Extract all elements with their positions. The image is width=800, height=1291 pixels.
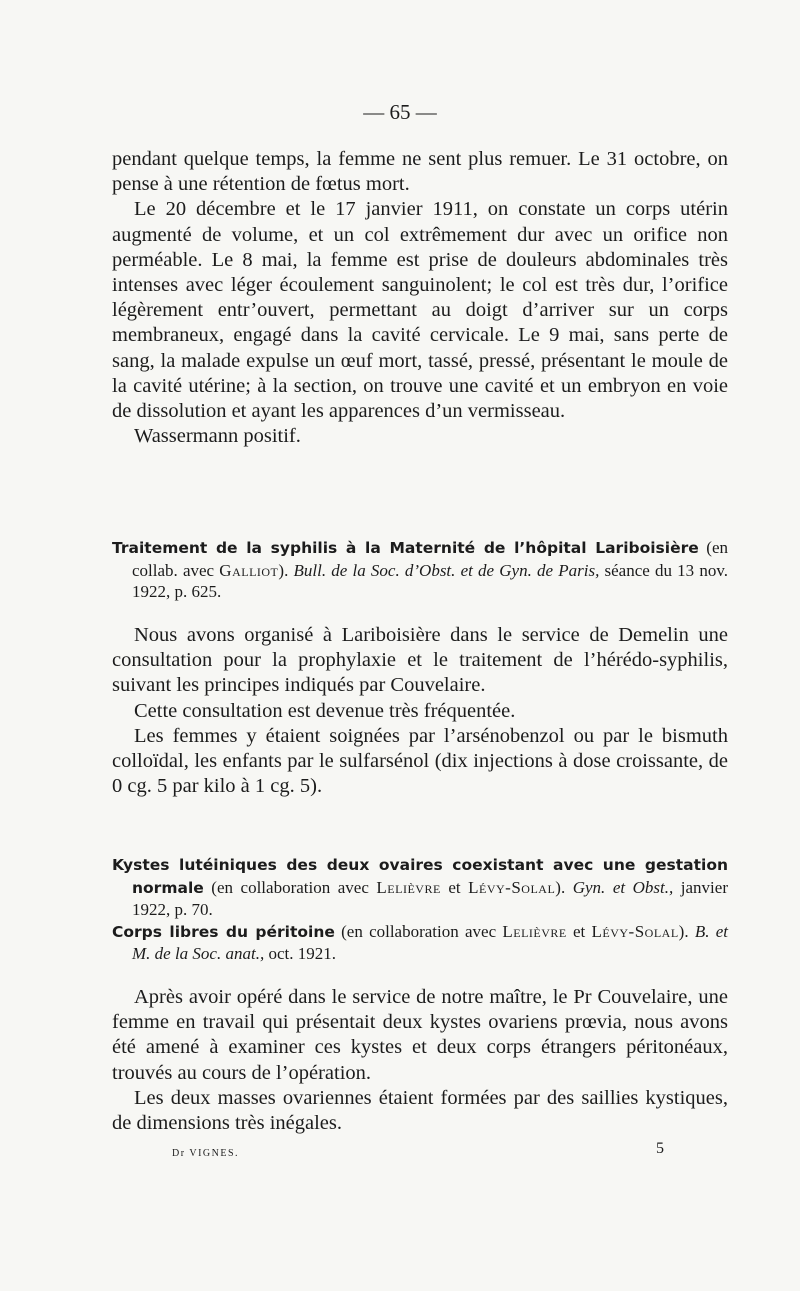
case-report-block <box>112 147 728 449</box>
reference-entry-syphilis <box>112 537 728 603</box>
paragraph: Après avoir opéré dans le service de notre maître, le Pr Couvelaire, une femme en travail qui présentait deux kystes ovariens prœvia, nous avons été amené à examiner ces kystes et deux corps étrangers péritonéaux, trouvés au cours de l’opération. <box>112 986 728 1084</box>
reference-collab: (en collab. avec <box>132 538 729 580</box>
reference-title: Corps libres du péritoine <box>112 922 335 941</box>
author-name: Galliot <box>219 560 279 580</box>
author-name: Lelièvre <box>376 877 441 897</box>
conjunction: et <box>566 921 592 941</box>
paragraph: pendant quelque temps, la femme ne sent plus remuer. Le 31 octobre, on pense à une rétention de fœtus mort. <box>112 148 728 196</box>
journal-name: B. et M. de la Soc. anat., <box>132 921 728 963</box>
conjunction: et <box>440 877 469 897</box>
signature-number: 5 <box>656 1140 664 1157</box>
reference-details: séance du 13 nov. 1922, p. 625. <box>132 560 728 601</box>
journal-name: Bull. de la Soc. d’Obst. et de Gyn. de Paris, <box>293 560 600 580</box>
reference-title: Traitement de la syphilis à la Maternité de l’hôpital Lariboisière <box>112 539 699 557</box>
reference-collab-close: ). <box>278 560 289 580</box>
paragraph: Wassermann positif. <box>134 425 301 448</box>
reference-collab: (en collaboration avec <box>334 921 503 941</box>
reference-collab-close: ). <box>678 921 695 941</box>
paragraph: Les femmes y étaient soignées par l’arsénobenzol ou par le bismuth colloïdal, les enfants par le sulfarsénol (dix injections à dose croissante, de 0 cg. 5 par kilo à 1 cg. 5). <box>112 724 728 798</box>
author-name: Lévy-Solal <box>468 877 556 897</box>
paragraph: Nous avons organisé à Lariboisière dans le service de Demelin une consultation pour la prophylaxie et le traitement de l’hérédo-syphilis, suivant les principes indiqués par Couvelaire. <box>112 624 728 697</box>
reference-collab: (en collaboration avec <box>203 877 377 897</box>
reference-text <box>112 537 728 603</box>
journal-name: Gyn. et Obst., <box>572 877 674 897</box>
paragraph: Le 20 décembre et le 17 janvier 1911, on constate un corps utérin augmenté de volume, et un col extrêmement dur avec un orifice non perméable. Le 8 mai, la femme est prise de douleurs abdominales très intenses avec léger écoulement sanguinolent; le col est très dur, l’orifice légèrement entr’ouvert, permettant au doigt d’arriver sur un corps membraneux, engagé dans la cavité cervicale. Le 9 mai, sans perte de sang, la malade expulse un œuf mort, tassé, pressé, présentant le moule de la cavité utérine; à la section, on trouve une cavité et un embryon en voie de dissolution et ayant les apparences d’un vermisseau. <box>112 198 728 423</box>
page-number: — 65 — <box>363 100 437 124</box>
author-name: Lévy-Solal <box>591 921 679 941</box>
author-name: Lelièvre <box>502 921 567 941</box>
reference-entry-kystes <box>112 854 728 965</box>
paragraph: Les deux masses ovariennes étaient formées par des saillies kystiques, de dimensions très inégales. <box>112 1086 728 1135</box>
reference-text <box>112 854 728 921</box>
reference-details: janvier 1922, p. 70. <box>132 877 728 919</box>
paragraph: Cette consultation est devenue très fréquentée. <box>134 699 516 722</box>
kystes-description-block <box>112 985 728 1136</box>
syphilis-treatment-block <box>112 623 728 799</box>
reference-details: oct. 1921. <box>264 944 336 963</box>
reference-title: Kystes lutéiniques des deux ovaires coexistant avec une gestation normale <box>112 856 728 897</box>
printer-mark: Dr VIGNES. <box>172 1148 240 1159</box>
reference-collab-close: ). <box>555 877 573 897</box>
reference-text <box>112 921 728 965</box>
